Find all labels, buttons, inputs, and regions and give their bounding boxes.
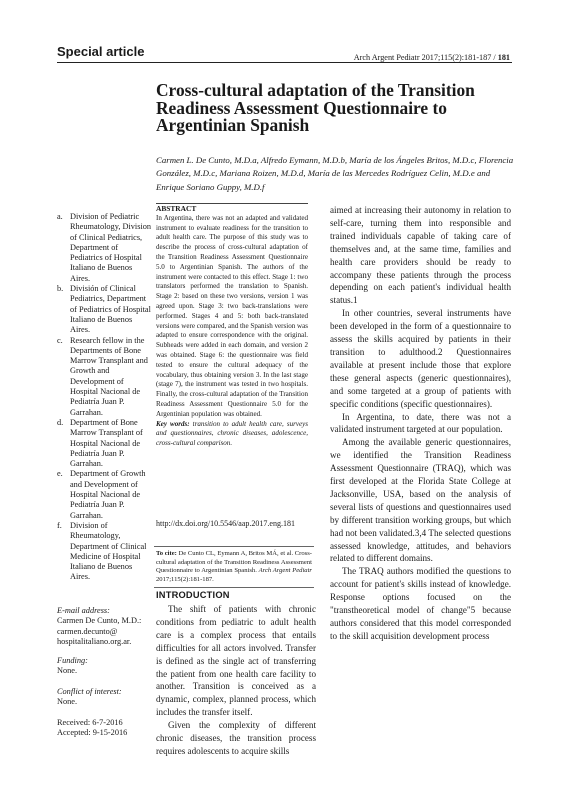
paragraph: Given the complexity of different chronic diseases, the transition process requires adolescents to acquire skills [156,720,316,756]
affiliation-item: e. Department of Growth and Development of Hospital Nacional de Pediatría Juan P. Garrahan. [57,469,146,520]
accepted-date: Accepted: 9-15-2016 [57,728,128,738]
paragraph: aimed at increasing their autonomy in relation to self-care, turning them into responsible and trained individuals capable of taking care of themselves and, at the same time, families and health care providers should be ready to accompany these patients through the process depending on each patient's individual health status.1 [330,205,511,306]
keywords: transition to adult health care, surveys and questionnaires, chronic diseases, adolescence, cross-cultural comparison. [156,419,308,448]
received-date: Received: 6-7-2016 [57,718,123,727]
page-number: 181 [497,53,510,62]
affiliations [57,212,152,583]
abstract [156,204,308,449]
affiliation-item: f. Division of Rheumatology, Department of Clinical Medicine of Hospital Italiano de Buenos Aires. [57,520,147,582]
funding-label: Funding: [57,656,88,665]
conflict-label: Conflict of interest: [57,687,122,696]
paragraph: The TRAQ authors modified the questions to account for patient's skills instead of knowledge. Response options focused on the "transtheoretical model of change"5 because authors considered that this model corresponded to the skill acquisition development process [330,566,511,641]
conflict-block [57,687,152,708]
dates-block [57,718,152,739]
header-rule [57,62,512,63]
keywords-label: Key words: [156,419,190,428]
citation-box [154,546,314,588]
funding-block [57,656,152,677]
paragraph: The shift of patients with chronic conditions from pediatric to adult health care is a complex process that entails difficulties for all actors involved. Transfer is defined as the single act of transferring the patient from one health care facility to another. Transition is conceived as a dynamic, complex, planned process, which includes the transfer itself. [156,604,316,718]
affiliation-item: a. Division of Pediatric Rheumatology, Division of Clinical Pediatrics, Department of Pediatrics of Hospital Italiano de Buenos Aires. [57,212,152,283]
doi-link[interactable]: http://dx.doi.org/10.5546/aap.2017.eng.181 [156,519,295,528]
body-column-right [330,204,511,643]
funding-value: None. [57,666,78,676]
affiliation-item: b. División of Clinical Pediatrics, Department of Pediatrics of Hospital Italiano de Buenos Aires. [57,284,151,335]
citation-journal: Arch Argent Pediatr [258,567,312,575]
citation-text: De Cunto CL, Eymann A, Britos MÁ, et al. Cross-cultural adaptation of the Transition Readiness Assessment Questionnaire to Argentinian Spanish. [156,550,313,575]
section-label: Special article [57,44,145,59]
abstract-heading: ABSTRACT [156,204,197,213]
author-list: Carmen L. De Cunto, M.D.a, Alfredo Eymann, M.D.b, María de los Ángeles Britos, M.D.c, Florencia González, M.D.c, Mariana Roizen, M.D.d, María de las Mercedes Rodríguez Celin, M.D.e and Enrique Soriano Guppy, M.D.f [156,155,514,192]
paragraph: In Argentina, to date, there was not a validated instrument targeted at our population. [330,411,511,435]
paragraph: In other countries, several instruments have been developed in the form of a questionnaire to assess the skills acquired by patients in their transition to adulthood.2 Questionnaires available at present include those that explore these general aspects (generic questionnaires), and some targeted at a group of patients with specific conditions (specific questionnaires). [330,308,511,409]
email-label: E-mail address: [57,606,110,615]
conflict-value: None. [57,697,78,707]
article-title: Cross-cultural adaptation of the Transition Readiness Assessment Questionnaire to Argentinian Spanish [156,80,475,136]
email-block [57,606,152,647]
paragraph: Among the available generic questionnaires, we identified the Transition Readiness Assessment Questionnaire (TRAQ), which was first developed at the Florida State College at Jacksonville, USA, based on the analysis of several lists of questions and questionnaires used by different transition working groups, but which had not been validated.3,4 The selected questions assessed knowledge, attitudes, and behaviors related to different domains. [330,437,511,564]
affiliation-item: d. Department of Bone Marrow Transplant of Hospital Nacional de Pediatría Juan P. Garrahan. [57,417,143,469]
introduction-body [156,603,316,758]
affiliation-item: c. Research fellow in the Departments of Bone Marrow Transplant and Growth and Development of Hospital Nacional de Pediatría Juan P. Garrahan. [57,335,148,417]
journal-citation: Arch Argent Pediatr 2017;115(2):181-187 [353,53,492,62]
email-address[interactable]: Carmen De Cunto, M.D.: carmen.decunto@ hospitalitaliano.org.ar. [57,616,142,646]
journal-reference: Arch Argent Pediatr 2017;115(2):181-187 / 181 [353,53,510,62]
introduction-heading: INTRODUCTION [156,590,230,600]
citation-label: To cite: [156,550,177,557]
citation-ref: 2017;115(2):181-187. [156,575,214,583]
abstract-body: In Argentina, there was not an adapted and validated instrument to evaluate readiness for the transition to adult health care. The purpose of this study was to describe the process of cross-cultural adaptation of the Transition Readiness Assessment Questionnaire 5.0 to Argentinian Spanish. The authors of the instrument were contacted to this effect. Stage 1: two translators performed the translation to Spanish. Stage 2: based on these two versions, version 1 was agreed upon. Stage 3: two back-translations were performed. Stages 4 and 5: both back-translated versions were compared, and the Spanish version was adapted to ensure correspondence with the original. Subheads were added in each domain, and version 2 was obtained. Stage 6: the questionnaire was field tested to ensure the cultural adequacy of the vocabulary, thus obtaining version 3. In the last stage (stage 7), the instrument was tested in two hospitals. Finally, the cross-cultural adaptation of the Transition Readiness Assessment Questionnaire 5.0 for the Argentinian population was obtained. [156,213,308,418]
